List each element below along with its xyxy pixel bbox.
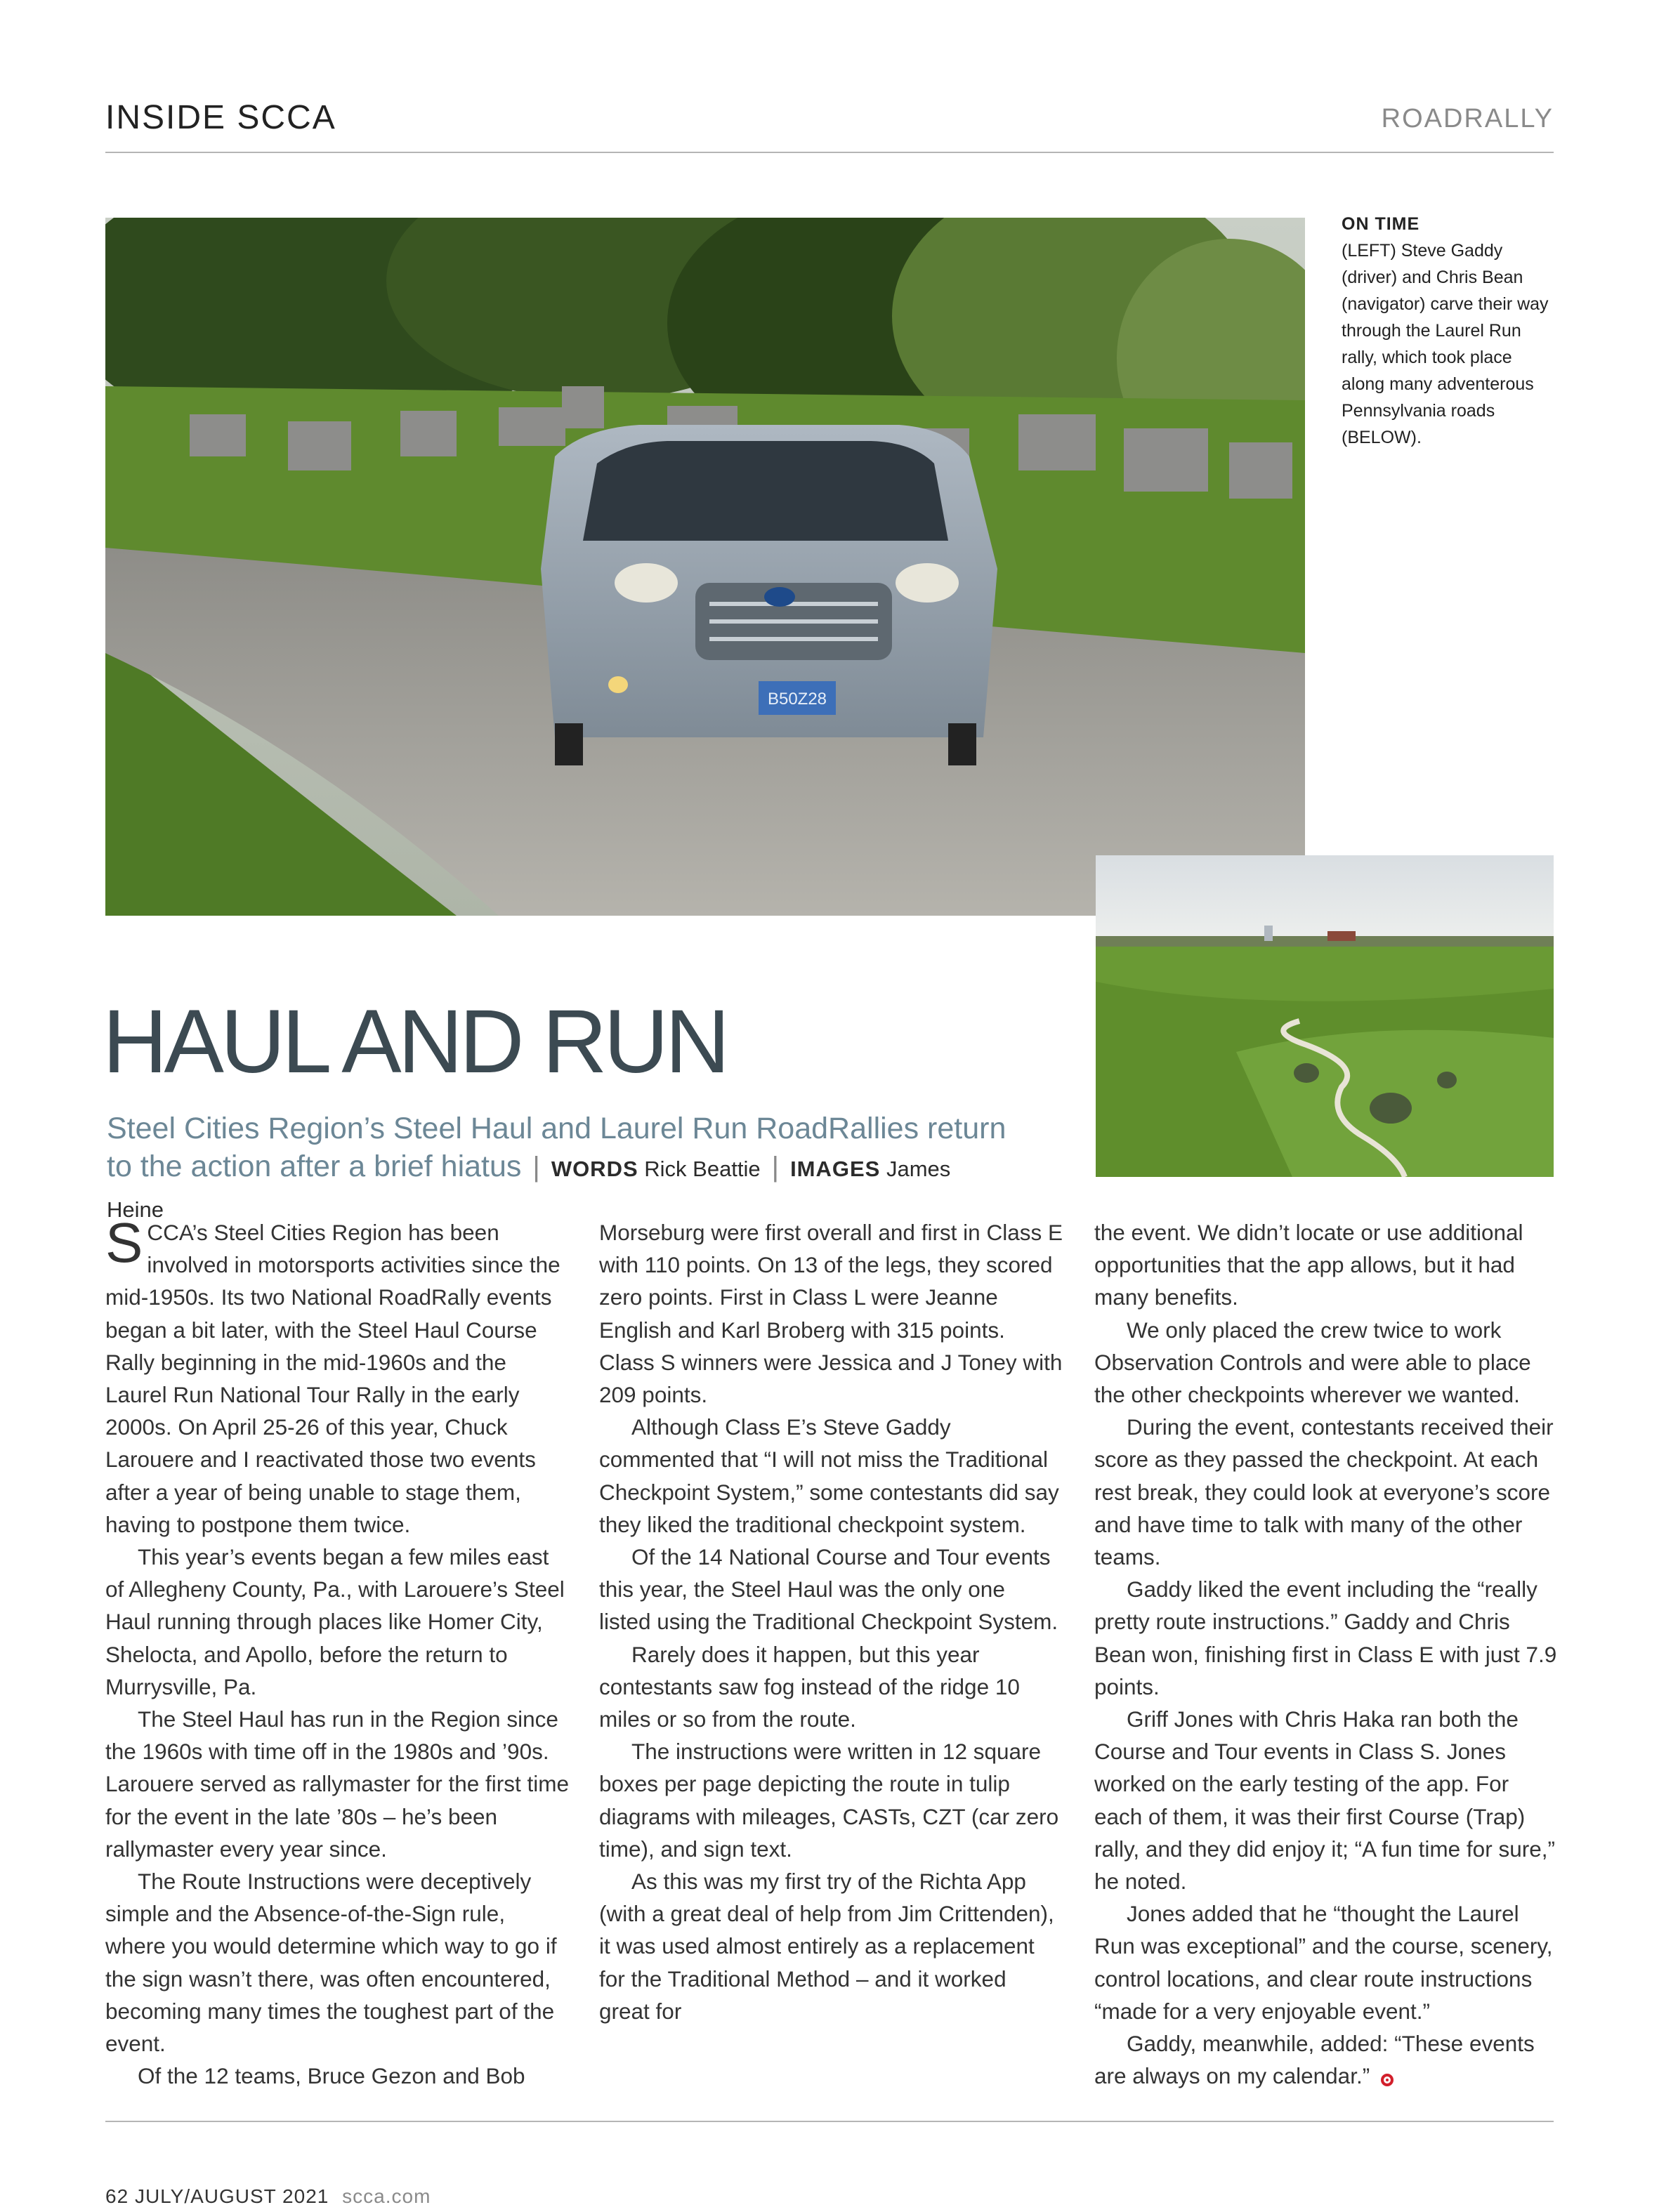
deck-separator: | (532, 1152, 540, 1183)
credits-separator: | (771, 1152, 780, 1183)
body-paragraph: We only placed the crew twice to work Observation Controls and were able to place the other checkpoints wherever we wanted. (1094, 1317, 1531, 1408)
body-column-2 (599, 1216, 1063, 2027)
article-headline: HAUL AND RUN (103, 992, 727, 1092)
page-footer (105, 2185, 431, 2208)
body-paragraph: Griff Jones with Chris Haka ran both the Course and Tour events in Class S. Jones worked on the early testing of the app. For each of them, it was their first Course (Trap) rally, and they did enjoy it; “A fun time for sure,” he noted. (1094, 1706, 1555, 1895)
caption-heading: ON TIME (1342, 214, 1420, 234)
deck-text: Steel Cities Region’s Steel Haul and Laurel Run RoadRallies return to the action after a brief hiatus (107, 1112, 1006, 1183)
header-divider (105, 152, 1554, 153)
body-paragraph: the event. We didn’t locate or use additional opportunities that the app allows, but it had many benefits. (1094, 1220, 1523, 1310)
page-number: 62 (105, 2185, 129, 2207)
car-on-road-photo (105, 218, 1305, 916)
body-paragraph: Of the 12 teams, Bruce Gezon and Bob (138, 2063, 525, 2089)
images-label: IMAGES (790, 1157, 881, 1181)
body-column-1 (105, 1211, 569, 2092)
body-paragraph: Jones added that he “thought the Laurel Run was exceptional” and the course, scenery, control locations, and clear route instructions “made for a very enjoyable event.” (1094, 1901, 1553, 2024)
category-label: ROADRALLY (1381, 104, 1554, 133)
body-paragraph: Although Class E’s Steve Gaddy commented that “I will not miss the Traditional Checkpoint System,” some contestants did say they liked the traditional checkpoint system. (599, 1414, 1059, 1537)
photographer-name: James Heine (107, 1157, 951, 1222)
body-paragraph: As this was my first try of the Richta App (with a great deal of help from Jim Crittenden), it was used almost entirely as a replacement for the Traditional Method – and it worked great for (599, 1869, 1054, 2024)
body-paragraph: Gaddy liked the event including the “really pretty route instructions.” Gaddy and Chris Bean won, finishing first in Class E with just 7.9 points. (1094, 1576, 1557, 1699)
body-paragraph: This year’s events began a few miles east of Allegheny County, Pa., with Larouere’s Steel Haul running through places like Homer City, Shelocta, and Apollo, before the return to Murrysville, Pa. (105, 1544, 565, 1699)
section-label: INSIDE SCCA (105, 99, 336, 136)
author-name: Rick Beattie (644, 1157, 761, 1181)
body-paragraph-last (1094, 2027, 1558, 2092)
article-deck (107, 1110, 1013, 1229)
photo-caption (1342, 211, 1559, 451)
site-url: scca.com (342, 2185, 431, 2207)
words-label: WORDS (551, 1157, 638, 1181)
body-paragraph: Rarely does it happen, but this year contestants saw fog instead of the ridge 10 miles or so from the route. (599, 1641, 1020, 1732)
issue-date: JULY/AUGUST 2021 (134, 2185, 329, 2207)
body-paragraph: The Steel Haul has run in the Region since the 1960s with time off in the 1980s and ’90s. Larouere served as rallymaster for the first time for the event in the late ’80s – he’s been rallymaster every year since. (105, 1706, 569, 1862)
body-paragraph: The instructions were written in 12 square boxes per page depicting the route in tulip diagrams with mileages, CASTs, CZT (car zero time), and sign text. (599, 1739, 1059, 1862)
body-paragraph: Morseburg were first overall and first in Class E with 110 points. On 13 of the legs, they scored zero points. First in Class L were Jeanne English and Karl Broberg with 315 points. Class S winners were Jessica and J Toney with 209 points. (599, 1220, 1063, 1408)
closing-text: Gaddy, meanwhile, added: “These events are always on my calendar.” (1094, 2031, 1535, 2089)
body-paragraph: Of the 14 National Course and Tour events this year, the Steel Haul was the only one listed using the Traditional Checkpoint System. (599, 1544, 1058, 1635)
body-paragraph: During the event, contestants received their score as they passed the checkpoint. At each rest break, they could look at everyone’s score and have time to talk with many of the other teams. (1094, 1414, 1554, 1570)
landscape-road-photo (1096, 855, 1554, 1177)
footer-divider (105, 2121, 1554, 2122)
caption-text: (LEFT) Steve Gaddy (driver) and Chris Bean (navigator) carve their way through the Laurel Run rally, which took place along many adventerous Pennsylvania roads (BELOW). (1342, 241, 1549, 447)
license-plate-text: B50Z28 (767, 690, 827, 709)
end-mark-icon (1381, 2074, 1394, 2086)
body-paragraph: The Route Instructions were deceptively simple and the Absence-of-the-Sign rule, where you would determine which way to go if the sign wasn’t there, was often encountered, becoming many times the toughest part of the event. (105, 1869, 557, 2057)
body-column-3 (1094, 1216, 1558, 2092)
body-paragraph: SCCA’s Steel Cities Region has been involved in motorsports activities since the mid-1950s. Its two National RoadRally events began a bit later, with the Steel Haul Course Rally beginning in the mid-1960s and the Laurel Run National Tour Rally in the early 2000s. On April 25-26 of this year, Chuck Larouere and I reactivated those two events after a year of being unable to stage them, having to postpone them twice. (105, 1211, 560, 1537)
